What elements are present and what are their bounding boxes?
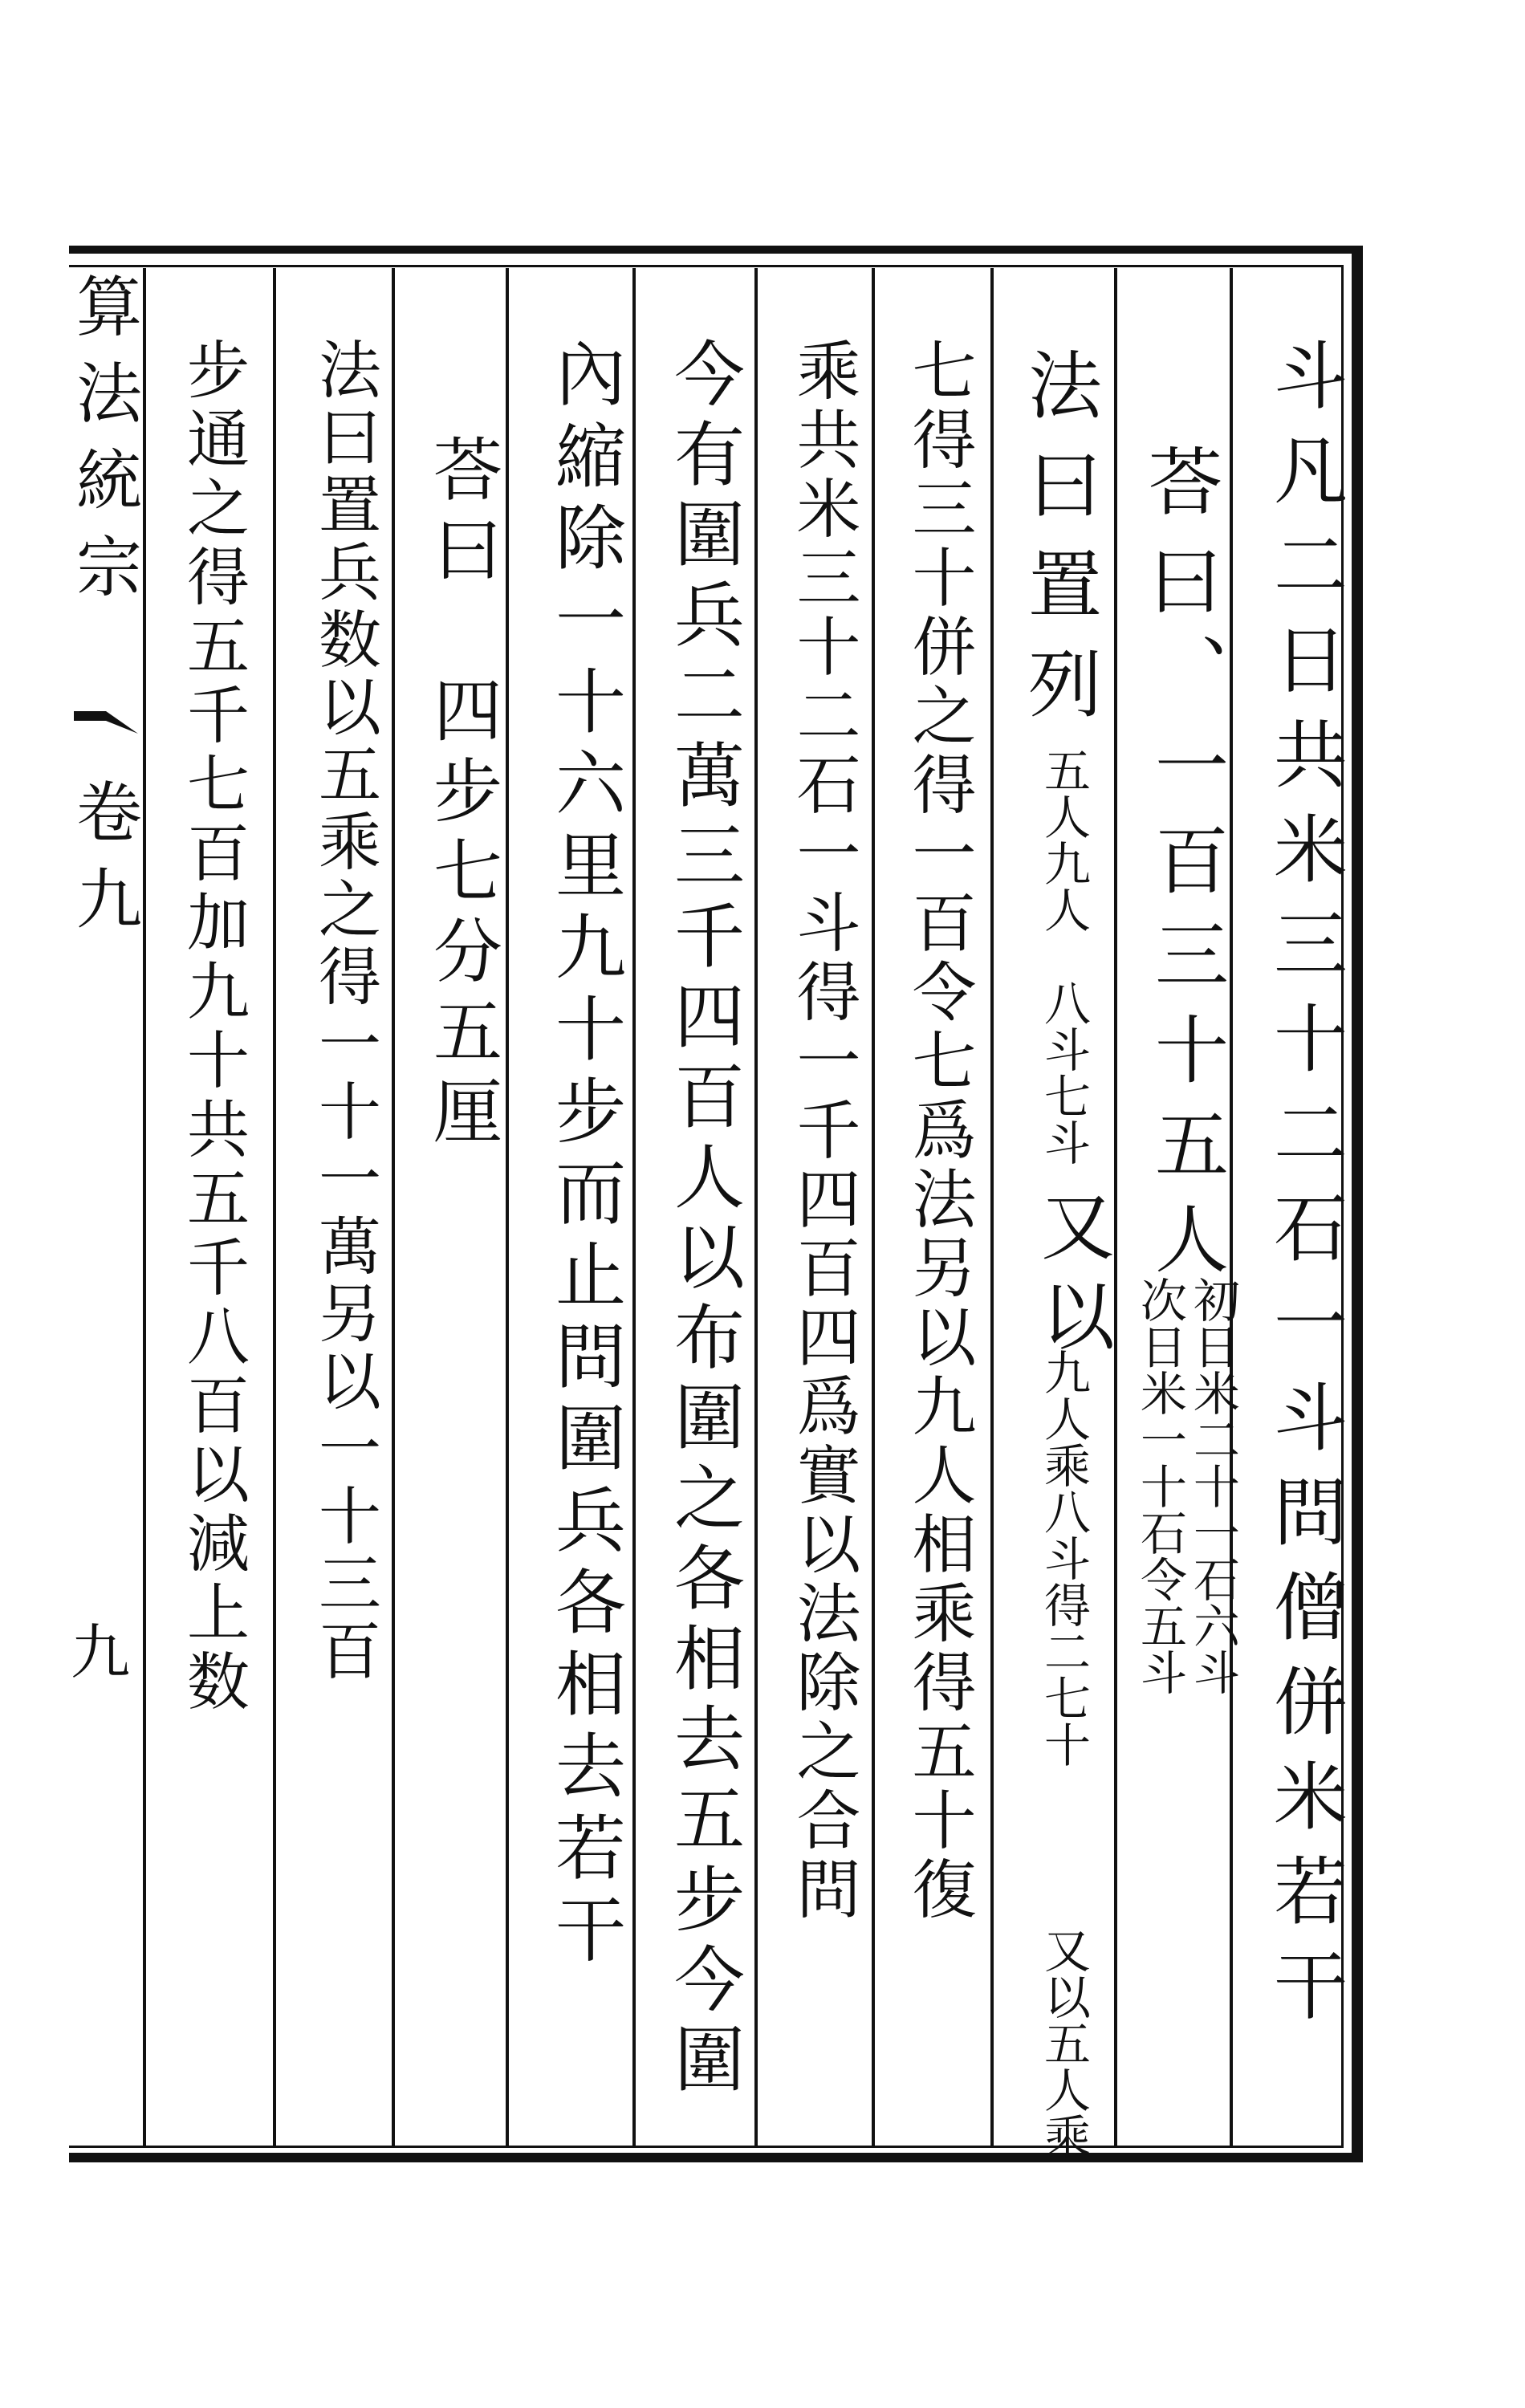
text-column [533,337,637,1975]
method-label: 列 [1027,642,1102,728]
text-column [652,337,756,2103]
text-column [886,337,990,1925]
text-column [771,337,875,1925]
annotation: 五人九人 [1036,746,1091,933]
text-column [292,337,396,1686]
margin-char: 統 [75,443,142,519]
column-text: 荅曰 四步七分五厘 [421,433,502,1156]
column-text: 、一百三十五人 [1143,633,1229,1296]
column-text: 今有圍兵二萬三千四百人以布圍之各相去五步今圍 [663,337,746,2103]
answer-label: 曰 [1148,539,1222,625]
page-number: 九 [71,1618,130,1687]
margin-char: 九 [75,862,142,938]
text-column [1013,337,1117,735]
annotation: 八斗七斗 [1036,979,1091,1165]
annotation: 次日米一十石令五斗 [1133,1276,1187,1695]
method-label: 法 [1027,344,1102,429]
text-column [1252,337,1356,2042]
margin-title [69,265,149,612]
answer-label: 荅 [1148,440,1222,526]
column-rule [273,268,276,2146]
column-rule [990,268,994,2146]
text-column [1133,433,1238,1296]
margin-char: 法 [75,356,142,433]
annotation: 九人乘八斗得二七十 [1036,1348,1091,1767]
margin-char: 宗 [75,530,142,606]
annotation: 初日米二十一石六斗 [1185,1276,1240,1695]
margin-char: 卷 [75,775,142,852]
column-text: 法曰置兵数以五乘之得一十一萬另以一十三百 [308,337,380,1686]
column-text: 七得三十併之得一百令七爲法另以九人相乘得五十復 [901,337,976,1925]
column-text: 內縮除一十六里九十步而止問圍兵各相去若干 [544,337,627,1975]
column-text: 步通之得五千七百加九十共五千八百以減上数 [177,337,249,1718]
fish-tail-mark-icon [74,705,138,737]
margin-volume [69,771,149,944]
column-text: 斗凡二日共米三十二石一斗問僧併米若干 [1262,337,1348,2042]
column-text: 又以 [1029,1188,1115,1368]
text-column [409,433,514,1156]
method-label: 曰 [1027,443,1102,529]
column-text: 乘共米三十二石一斗得一千四百四爲實以法除之合問 [786,337,860,1925]
method-label: 置 [1027,543,1102,628]
text-column [161,337,265,1718]
annotation: 又以五人乘 [1036,1926,1091,2159]
margin-char: 算 [75,270,142,346]
